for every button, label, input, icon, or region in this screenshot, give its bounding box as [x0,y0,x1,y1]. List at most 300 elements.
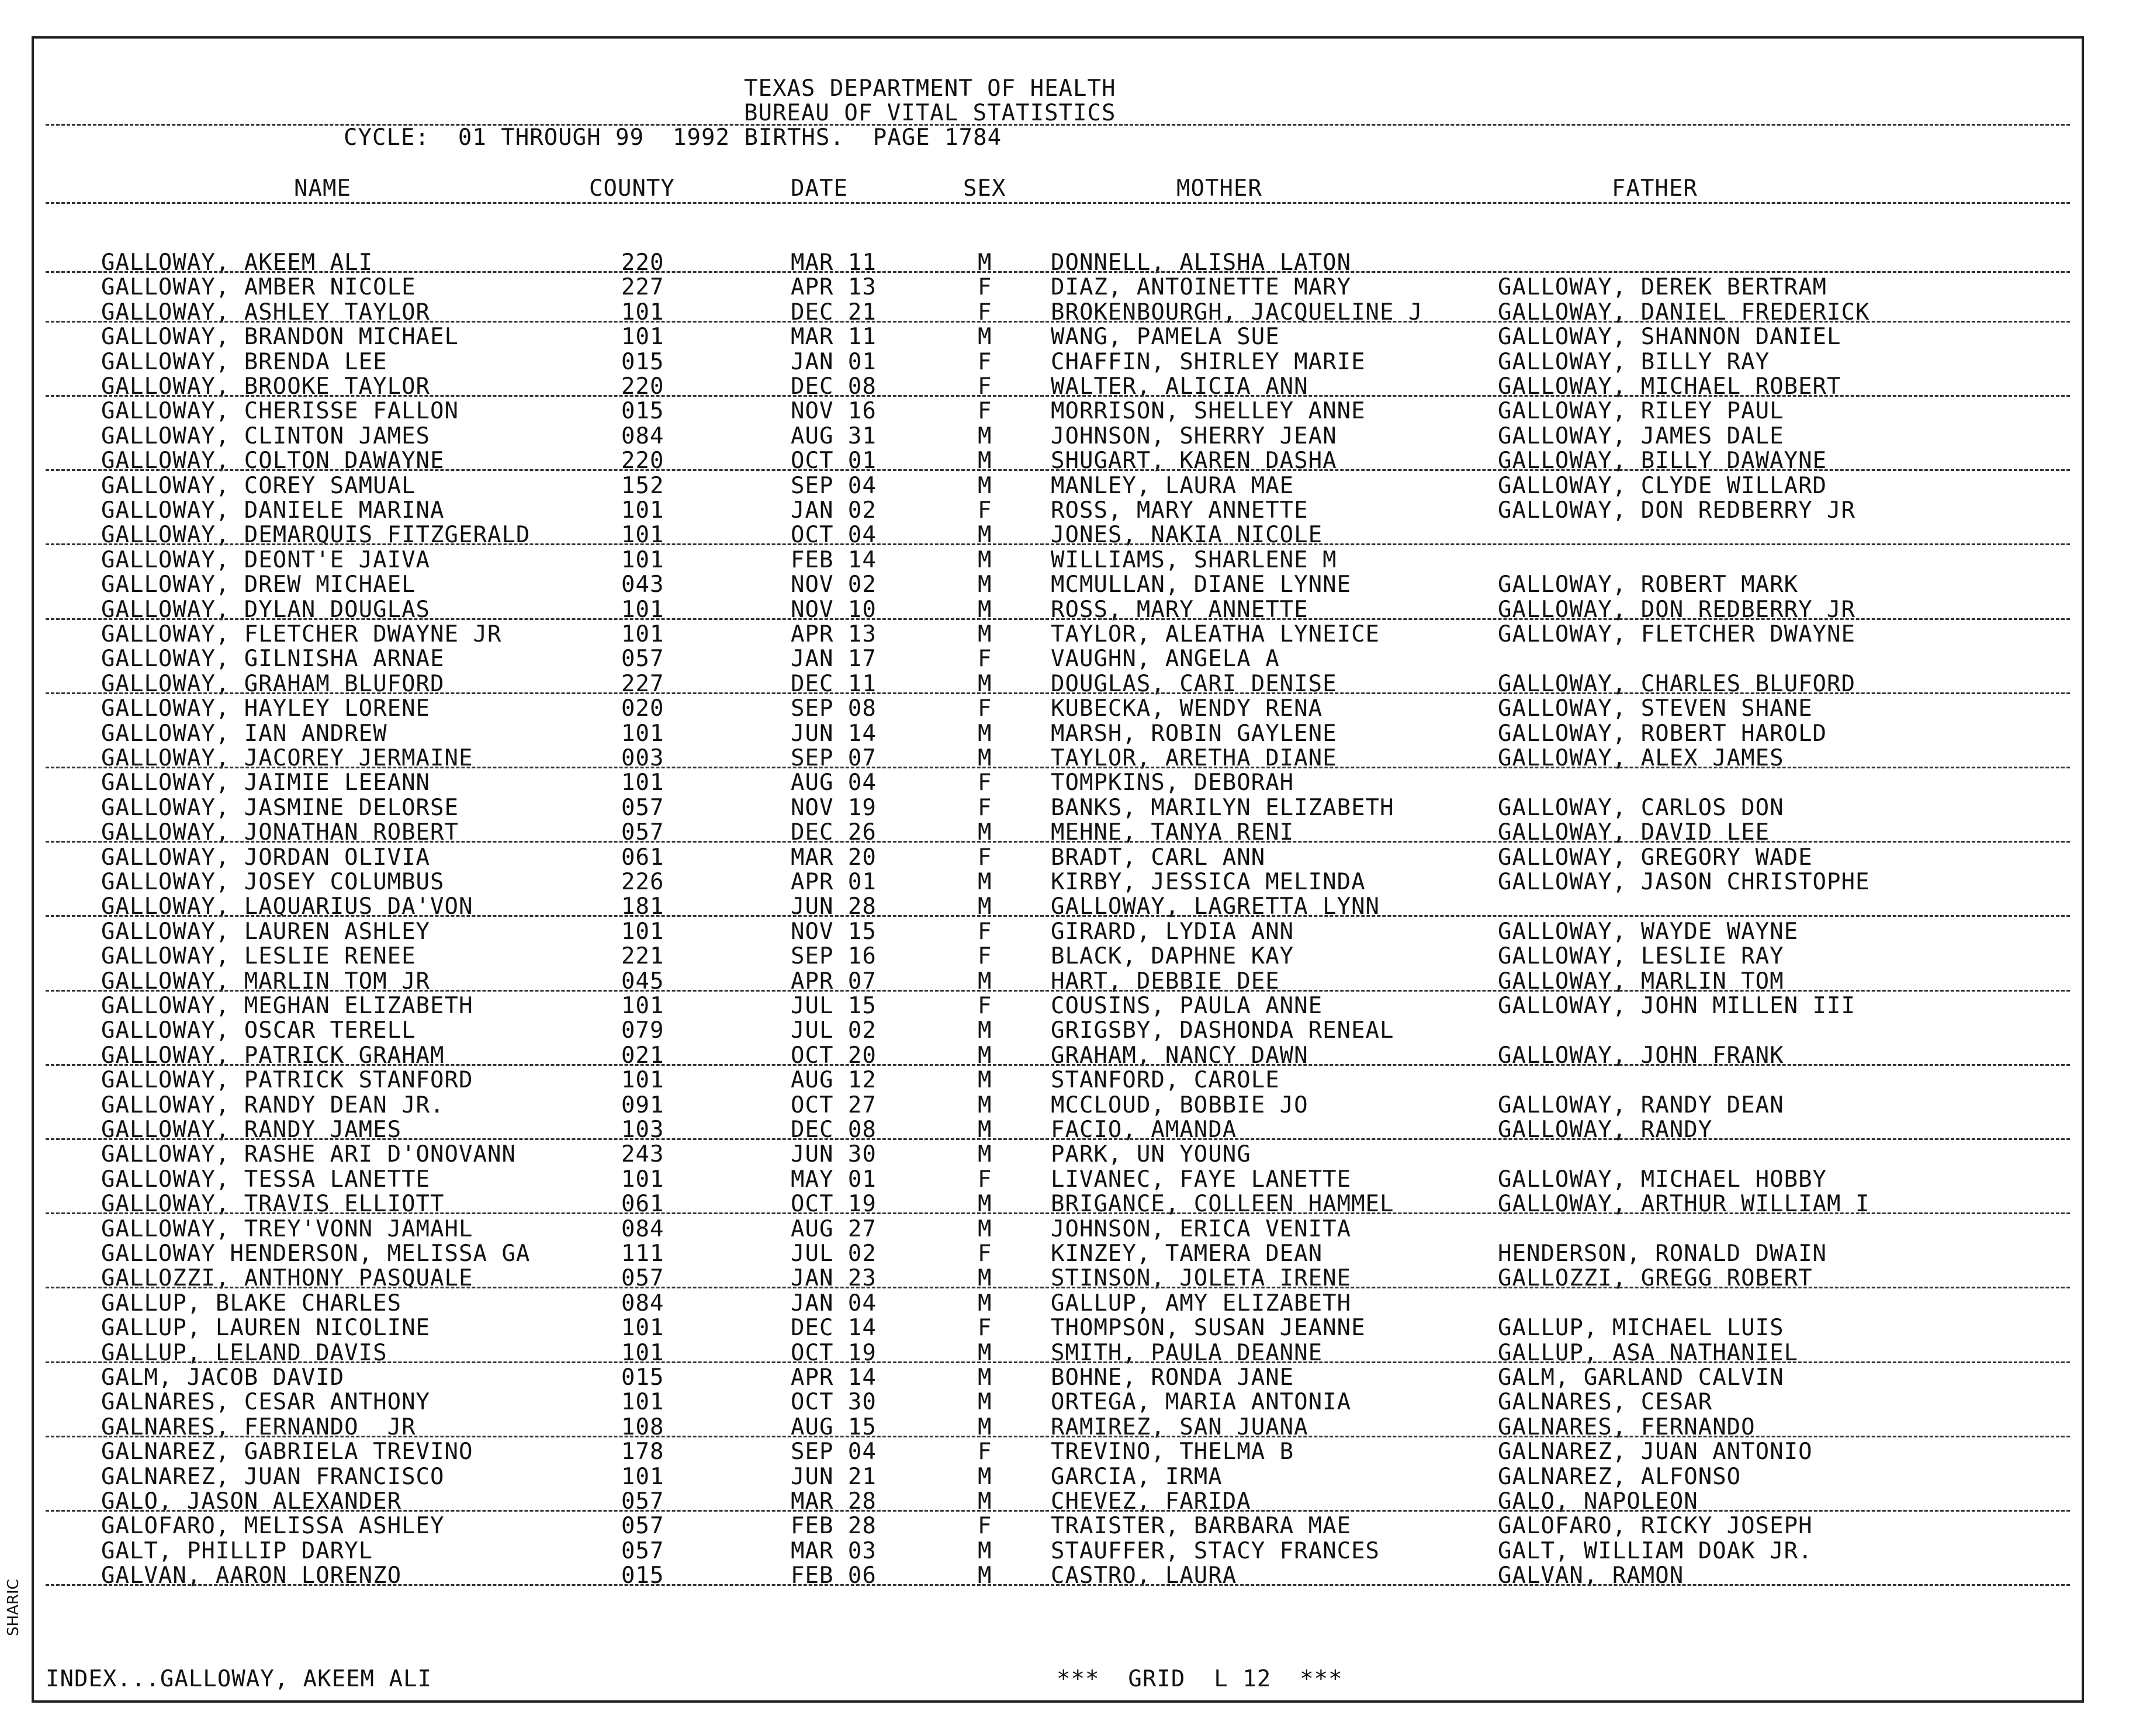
cell-sex: F [978,497,992,524]
cell-mother: ROSS, MARY ANNETTE [1051,497,1308,524]
cell-date: JUL 02 [791,1241,877,1267]
table-row [34,1390,2082,1415]
cell-county: 221 [621,943,664,970]
table-row [34,572,2082,598]
cell-date: APR 13 [791,621,877,647]
cell-name: GALLOWAY, RASHE ARI D'ONOVANN [101,1141,516,1168]
table-row [34,275,2082,300]
cell-name: GALLOWAY, LESLIE RENEE [101,943,416,970]
cell-name: GALLOWAY, IAN ANDREW [101,720,387,747]
cell-mother: KINZEY, TAMERA DEAN [1051,1241,1323,1267]
cell-date: DEC 08 [791,1117,877,1143]
cell-mother: ROSS, MARY ANNETTE [1051,596,1308,623]
cell-father: GALLOWAY, DAVID LEE [1498,819,1770,846]
cell-father: GALLOWAY, DANIEL FREDERICK [1498,299,1870,325]
table-row [34,1439,2082,1465]
cell-name: GALLUP, LAUREN NICOLINE [101,1315,431,1342]
cell-date: DEC 26 [791,819,877,846]
cell-father: GALLOWAY, LESLIE RAY [1498,943,1784,970]
cell-mother: BRIGANCE, COLLEEN HAMMEL [1051,1191,1394,1218]
cell-date: OCT 30 [791,1389,877,1416]
cell-date: DEC 14 [791,1315,877,1342]
col-header-father: FATHER [1612,175,1698,202]
cell-date: FEB 14 [791,546,877,573]
cell-date: OCT 01 [791,448,877,474]
cell-county: 101 [621,993,664,1019]
cell-date: MAR 20 [791,844,877,871]
table-row [34,622,2082,647]
cell-county: 057 [621,1537,664,1564]
cell-sex: F [978,993,992,1019]
cell-mother: JOHNSON, ERICA VENITA [1051,1215,1352,1242]
cell-date: OCT 19 [791,1191,877,1218]
table-row [34,1315,2082,1341]
cell-sex: F [978,844,992,871]
cell-mother: GRIGSBY, DASHONDA RENEAL [1051,1017,1394,1044]
cell-mother: GALLOWAY, LAGRETTA LYNN [1051,893,1380,920]
col-header-name: NAME [294,175,351,202]
table-row [34,1291,2082,1316]
table-row [34,993,2082,1019]
cell-date: JUN 21 [791,1463,877,1490]
cell-county: 020 [621,695,664,722]
cell-sex: F [978,1315,992,1342]
cell-name: GALLOWAY, TREY'VONN JAMAHL [101,1215,473,1242]
cell-mother: LIVANEC, FAYE LANETTE [1051,1166,1352,1193]
table-row [34,349,2082,375]
cell-date: SEP 04 [791,1439,877,1465]
cell-mother: HART, DEBBIE DEE [1051,968,1280,995]
cell-name: GALLUP, BLAKE CHARLES [101,1290,402,1316]
cell-mother: JONES, NAKIA NICOLE [1051,522,1323,549]
cell-county: 061 [621,844,664,871]
cell-date: NOV 15 [791,918,877,945]
cell-father: GALOFARO, RICKY JOSEPH [1498,1513,1813,1540]
cell-county: 181 [621,893,664,920]
cell-sex: F [978,299,992,325]
cell-name: GALM, JACOB DAVID [101,1364,345,1391]
cell-county: 015 [621,398,664,425]
cell-name: GALLOWAY, CLINTON JAMES [101,422,431,449]
divider [46,618,2070,620]
cell-date: DEC 21 [791,299,877,325]
table-row [34,1513,2082,1539]
cell-county: 101 [621,497,664,524]
cell-father: GALLOWAY, MICHAEL HOBBY [1498,1166,1827,1193]
cell-date: AUG 04 [791,770,877,796]
divider [46,1584,2070,1586]
cell-sex: M [978,1017,992,1044]
cell-sex: M [978,1290,992,1316]
cell-county: 108 [621,1413,664,1440]
cell-date: AUG 12 [791,1067,877,1094]
col-header-county: COUNTY [589,175,675,202]
cell-name: GALLOWAY, JACOREY JERMAINE [101,745,473,771]
cell-county: 091 [621,1092,664,1118]
cell-sex: F [978,373,992,400]
cell-sex: M [978,1265,992,1292]
cell-sex: M [978,472,992,499]
cell-sex: M [978,968,992,995]
cell-county: 101 [621,1315,664,1342]
table-row [34,399,2082,424]
cell-name: GALT, PHILLIP DARYL [101,1537,373,1564]
table-row [34,646,2082,672]
cell-county: 101 [621,1166,664,1193]
cell-father: GALLOWAY, ALEX JAMES [1498,745,1784,771]
cell-sex: M [978,596,992,623]
divider [46,395,2070,397]
cell-date: MAR 28 [791,1488,877,1515]
cell-sex: M [978,621,992,647]
cell-date: MAR 11 [791,250,877,276]
cell-county: 043 [621,571,664,598]
cell-mother: SHUGART, KAREN DASHA [1051,448,1337,474]
cell-county: 003 [621,745,664,771]
cell-sex: F [978,1439,992,1465]
cell-name: GALLOWAY, COLTON DAWAYNE [101,448,445,474]
cell-county: 220 [621,448,664,474]
cell-date: AUG 31 [791,422,877,449]
cell-sex: F [978,274,992,301]
cell-date: MAR 03 [791,1537,877,1564]
cell-county: 101 [621,522,664,549]
cell-mother: DOUGLAS, CARI DENISE [1051,670,1337,697]
cell-date: APR 13 [791,274,877,301]
cell-name: GALO, JASON ALEXANDER [101,1488,402,1515]
cell-father: GALLOWAY, BILLY RAY [1498,348,1770,375]
cell-date: OCT 20 [791,1042,877,1069]
cell-mother: BRADT, CARL ANN [1051,844,1266,871]
cell-name: GALLOWAY, ASHLEY TAYLOR [101,299,431,325]
cell-mother: STINSON, JOLETA IRENE [1051,1265,1352,1292]
cell-name: GALLOWAY, PATRICK GRAHAM [101,1042,445,1069]
cell-mother: WANG, PAMELA SUE [1051,324,1280,351]
cell-county: 101 [621,1067,664,1094]
cell-sex: M [978,720,992,747]
cell-date: DEC 08 [791,373,877,400]
divider [46,321,2070,323]
cell-name: GALNARES, FERNANDO JR [101,1413,416,1440]
table-row [34,324,2082,350]
cell-sex: M [978,1562,992,1589]
cell-sex: M [978,324,992,351]
cell-mother: PARK, UN YOUNG [1051,1141,1251,1168]
cell-mother: SMITH, PAULA DEANNE [1051,1339,1323,1366]
cell-county: 101 [621,720,664,747]
cell-father: GALNARES, CESAR [1498,1389,1713,1416]
cell-father: GALNARES, FERNANDO [1498,1413,1756,1440]
cell-mother: STANFORD, CAROLE [1051,1067,1280,1094]
cell-mother: THOMPSON, SUSAN JEANNE [1051,1315,1366,1342]
col-header-sex: SEX [963,175,1006,202]
cell-county: 015 [621,1364,664,1391]
table-row [34,1464,2082,1490]
cell-county: 243 [621,1141,664,1168]
cell-sex: F [978,1166,992,1193]
cell-county: 101 [621,770,664,796]
cell-father: GALLOWAY, CLYDE WILLARD [1498,472,1827,499]
cell-father: GALLOWAY, SHANNON DANIEL [1498,324,1841,351]
cell-mother: GALLUP, AMY ELIZABETH [1051,1290,1352,1316]
divider [46,915,2070,917]
cell-sex: M [978,1364,992,1391]
cell-name: GALLOWAY, JASMINE DELORSE [101,794,459,821]
cell-name: GALLOWAY, MARLIN TOM JR [101,968,431,995]
cell-county: 220 [621,250,664,276]
table-row [34,1142,2082,1167]
cell-father: GALLUP, ASA NATHANIEL [1498,1339,1799,1366]
cell-county: 101 [621,324,664,351]
cell-name: GALLOWAY, PATRICK STANFORD [101,1067,473,1094]
cell-father: GALLOWAY, JAMES DALE [1498,422,1784,449]
table-row [34,1093,2082,1118]
cell-name: GALLOWAY, TESSA LANETTE [101,1166,431,1193]
cell-date: NOV 16 [791,398,877,425]
table-row [34,721,2082,747]
cell-county: 178 [621,1439,664,1465]
cell-name: GALNARES, CESAR ANTHONY [101,1389,431,1416]
cell-sex: M [978,1339,992,1366]
divider [46,202,2070,204]
cell-mother: TRAISTER, BARBARA MAE [1051,1513,1352,1540]
cell-father: GALLOWAY, RANDY [1498,1117,1713,1143]
cell-sex: F [978,398,992,425]
cell-sex: F [978,918,992,945]
cell-mother: TOMPKINS, DEBORAH [1051,770,1294,796]
cell-county: 057 [621,646,664,673]
cell-father: GALLOWAY, MARLIN TOM [1498,968,1784,995]
cell-date: JUN 28 [791,893,877,920]
divider [46,1510,2070,1512]
cell-name: GALNAREZ, GABRIELA TREVINO [101,1439,473,1465]
cell-sex: M [978,571,992,598]
cell-county: 101 [621,621,664,647]
cell-sex: M [978,1141,992,1168]
table-row [34,1241,2082,1267]
cell-date: FEB 06 [791,1562,877,1589]
cell-name: GALLOWAY, AMBER NICOLE [101,274,416,301]
cell-father: GALM, GARLAND CALVIN [1498,1364,1784,1391]
cell-county: 057 [621,1488,664,1515]
cell-date: APR 07 [791,968,877,995]
table-row [34,1539,2082,1564]
divider [46,1138,2070,1140]
cell-date: SEP 04 [791,472,877,499]
cell-name: GALOFARO, MELISSA ASHLEY [101,1513,445,1540]
cell-sex: M [978,1537,992,1564]
cell-sex: M [978,670,992,697]
cell-father: GALLOZZI, GREGG ROBERT [1498,1265,1813,1292]
cell-sex: M [978,250,992,276]
cell-sex: M [978,1463,992,1490]
cell-county: 021 [621,1042,664,1069]
cell-name: GALLOWAY, DREW MICHAEL [101,571,416,598]
cell-father: GALLOWAY, FLETCHER DWAYNE [1498,621,1855,647]
cell-father: GALLOWAY, DON REDBERRY JR [1498,497,1855,524]
cell-county: 111 [621,1241,664,1267]
cell-father: GALVAN, RAMON [1498,1562,1684,1589]
cell-county: 226 [621,869,664,895]
cell-name: GALLOWAY, JAIMIE LEEANN [101,770,431,796]
cell-date: JAN 02 [791,497,877,524]
cell-father: GALLOWAY, BILLY DAWAYNE [1498,448,1827,474]
cell-mother: MANLEY, LAURA MAE [1051,472,1294,499]
cell-county: 101 [621,1463,664,1490]
cell-father: GALLOWAY, GREGORY WADE [1498,844,1813,871]
cell-mother: CASTRO, LAURA [1051,1562,1237,1589]
cell-county: 101 [621,299,664,325]
cell-name: GALLUP, LELAND DAVIS [101,1339,387,1366]
cell-county: 015 [621,1562,664,1589]
cell-mother: GIRARD, LYDIA ANN [1051,918,1294,945]
cell-date: AUG 15 [791,1413,877,1440]
divider [46,841,2070,843]
cell-name: GALVAN, AARON LORENZO [101,1562,402,1589]
table-row [34,845,2082,871]
cell-name: GALLOWAY, COREY SAMUAL [101,472,416,499]
cell-date: JAN 23 [791,1265,877,1292]
cell-county: 220 [621,373,664,400]
table-row [34,1217,2082,1242]
table-row [34,944,2082,969]
col-header-mother: MOTHER [1176,175,1262,202]
divider [46,469,2070,471]
table-row [34,1018,2082,1044]
cell-mother: CHEVEZ, FARIDA [1051,1488,1251,1515]
cell-mother: FACIO, AMANDA [1051,1117,1237,1143]
footer-grid: *** GRID L 12 *** [1057,1666,1343,1692]
cell-date: FEB 28 [791,1513,877,1540]
cell-name: GALLOWAY, DEMARQUIS FITZGERALD [101,522,531,549]
divider [46,271,2070,273]
cell-county: 045 [621,968,664,995]
cell-mother: GRAHAM, NANCY DAWN [1051,1042,1308,1069]
cell-name: GALLOWAY, TRAVIS ELLIOTT [101,1191,445,1218]
cell-mother: CHAFFIN, SHIRLEY MARIE [1051,348,1366,375]
cell-mother: MCCLOUD, BOBBIE JO [1051,1092,1308,1118]
cell-date: JAN 01 [791,348,877,375]
cell-date: OCT 04 [791,522,877,549]
cell-father: GALLOWAY, MICHAEL ROBERT [1498,373,1841,400]
cell-name: GALLOWAY, DANIELE MARINA [101,497,445,524]
cell-name: GALLOWAY, DEONT'E JAIVA [101,546,431,573]
cell-name: GALNAREZ, JUAN FRANCISCO [101,1463,445,1490]
cell-name: GALLOWAY, CHERISSE FALLON [101,398,459,425]
cell-date: JAN 17 [791,646,877,673]
cell-county: 084 [621,422,664,449]
cell-sex: M [978,448,992,474]
cell-county: 057 [621,819,664,846]
cell-date: NOV 02 [791,571,877,598]
cell-father: GALLOWAY, ROBERT MARK [1498,571,1799,598]
cell-date: MAR 11 [791,324,877,351]
cell-name: GALLOWAY, HAYLEY LORENE [101,695,431,722]
cell-mother: JOHNSON, SHERRY JEAN [1051,422,1337,449]
cell-county: 227 [621,670,664,697]
cell-county: 227 [621,274,664,301]
cell-sex: M [978,1067,992,1094]
cell-date: OCT 19 [791,1339,877,1366]
cell-sex: M [978,1215,992,1242]
cell-mother: TREVINO, THELMA B [1051,1439,1294,1465]
cell-sex: M [978,745,992,771]
cell-mother: WALTER, ALICIA ANN [1051,373,1308,400]
cell-date: NOV 10 [791,596,877,623]
cell-date: SEP 08 [791,695,877,722]
cell-mother: COUSINS, PAULA ANNE [1051,993,1323,1019]
cell-sex: M [978,1488,992,1515]
cell-name: GALLOWAY, LAQUARIUS DA'VON [101,893,473,920]
cell-sex: M [978,522,992,549]
cell-mother: MORRISON, SHELLEY ANNE [1051,398,1366,425]
cell-sex: M [978,546,992,573]
side-stamp: SHARIC [5,1579,22,1636]
cell-name: GALLOWAY, GILNISHA ARNAE [101,646,445,673]
cell-sex: M [978,869,992,895]
cell-mother: ORTEGA, MARIA ANTONIA [1051,1389,1352,1416]
cell-name: GALLOWAY, RANDY JAMES [101,1117,402,1143]
cell-father: GALLUP, MICHAEL LUIS [1498,1315,1784,1342]
cell-father: GALLOWAY, CHARLES BLUFORD [1498,670,1855,697]
cell-father: GALLOWAY, ROBERT HAROLD [1498,720,1827,747]
table-row [34,1365,2082,1391]
cell-name: GALLOWAY, RANDY DEAN JR. [101,1092,445,1118]
cell-name: GALLOWAY, MEGHAN ELIZABETH [101,993,473,1019]
cell-county: 152 [621,472,664,499]
table-row [34,919,2082,945]
cell-father: GALLOWAY, JASON CHRISTOPHE [1498,869,1870,895]
divider [46,1436,2070,1437]
cell-father: GALLOWAY, WAYDE WAYNE [1498,918,1799,945]
table-row [34,424,2082,449]
cell-mother: STAUFFER, STACY FRANCES [1051,1537,1380,1564]
cell-county: 057 [621,794,664,821]
cell-county: 101 [621,1339,664,1366]
cell-county: 057 [621,1265,664,1292]
cell-sex: M [978,422,992,449]
cell-father: GALT, WILLIAM DOAK JR. [1498,1537,1813,1564]
cell-sex: F [978,646,992,673]
table-row [34,795,2082,821]
cell-sex: M [978,1191,992,1218]
cell-name: GALLOWAY, BRENDA LEE [101,348,387,375]
header-title: TEXAS DEPARTMENT OF HEALTH [744,75,1116,102]
cell-county: 079 [621,1017,664,1044]
cell-mother: KUBECKA, WENDY RENA [1051,695,1323,722]
cell-county: 084 [621,1215,664,1242]
table-row [34,473,2082,499]
cell-father: HENDERSON, RONALD DWAIN [1498,1241,1827,1267]
cell-father: GALLOWAY, ARTHUR WILLIAM I [1498,1191,1870,1218]
cell-father: GALLOWAY, RILEY PAUL [1498,398,1784,425]
cell-name: GALLOWAY, BRANDON MICHAEL [101,324,459,351]
cell-date: SEP 16 [791,943,877,970]
cell-sex: M [978,1042,992,1069]
cell-county: 084 [621,1290,664,1316]
cell-sex: M [978,1413,992,1440]
table-row [34,696,2082,722]
cell-name: GALLOWAY, JORDAN OLIVIA [101,844,431,871]
cell-name: GALLOWAY, BROOKE TAYLOR [101,373,431,400]
cell-mother: TAYLOR, ARETHA DIANE [1051,745,1337,771]
cell-date: JUL 15 [791,993,877,1019]
cell-sex: F [978,695,992,722]
cell-county: 101 [621,546,664,573]
cell-date: JAN 04 [791,1290,877,1316]
cell-mother: RAMIREZ, SAN JUANA [1051,1413,1308,1440]
divider [46,1361,2070,1363]
